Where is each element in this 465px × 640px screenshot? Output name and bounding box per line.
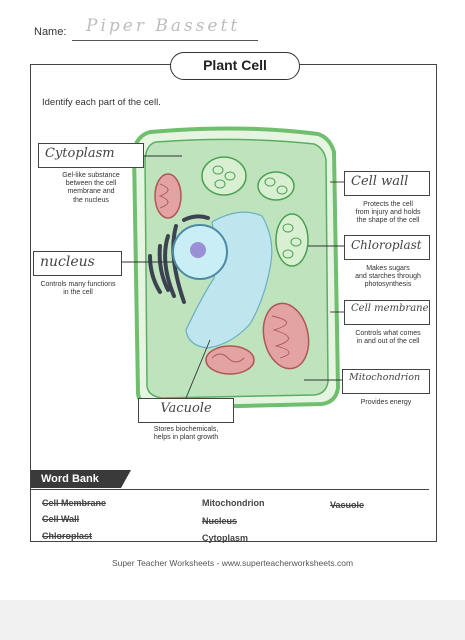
desc-cytoplasm <box>38 172 144 205</box>
desc-line: Provides energy <box>360 399 412 406</box>
desc-line: Controls what comes <box>355 330 421 337</box>
footer: Super Teacher Worksheets - www.superteacherworksheets.com <box>111 558 354 568</box>
desc-line: Stores biochemicals, <box>153 426 219 433</box>
word-bank-title: Word Bank <box>31 470 121 488</box>
desc-line: in the cell <box>63 289 93 297</box>
answer-mitochondrion[interactable]: Mitochondrion <box>342 369 430 394</box>
word-cell-membrane: Cell Membrane <box>42 498 107 508</box>
worksheet-title: Plant Cell <box>170 52 300 80</box>
answer-vacuole[interactable]: Vacuole <box>138 398 234 423</box>
word-cell-wall: Cell Wall <box>42 514 80 524</box>
answer-chloroplast[interactable]: Chloroplast <box>344 235 430 260</box>
answer-nucleus[interactable]: nucleus <box>33 251 122 276</box>
desc-cell-wall <box>342 201 434 226</box>
answer-cell-membrane[interactable]: Cell membrane <box>344 300 430 325</box>
page-edge <box>0 600 465 640</box>
student-name[interactable]: Piper Bassett <box>86 16 241 36</box>
word-cytoplasm: Cytoplasm <box>202 533 249 543</box>
desc-chloroplast <box>342 265 434 290</box>
desc-line: Protects the cell <box>363 201 413 208</box>
name-label: Name: <box>34 26 67 38</box>
desc-vacuole <box>136 426 236 442</box>
desc-line: photosynthesis <box>364 281 412 289</box>
desc-cell-membrane <box>342 330 434 346</box>
desc-line: the shape of the cell <box>356 217 420 225</box>
desc-mitochondrion <box>342 399 430 407</box>
word-mitochondrion: Mitochondrion <box>202 498 265 508</box>
desc-line: and starches through <box>355 273 421 281</box>
desc-line: from injury and holds <box>355 209 421 217</box>
desc-line: the nucleus <box>73 196 109 204</box>
word-vacuole: Vacuole <box>330 500 365 510</box>
desc-line: membrane and <box>67 188 115 196</box>
word-chloroplast: Chloroplast <box>42 531 93 541</box>
desc-nucleus <box>28 281 128 297</box>
desc-line: between the cell <box>65 180 117 188</box>
desc-line: helps in plant growth <box>153 434 219 442</box>
desc-line: in and out of the cell <box>356 338 420 346</box>
instructions: Identify each part of the cell. <box>42 97 161 108</box>
word-bank-divider <box>31 489 429 490</box>
desc-line: Controls many functions <box>40 281 116 288</box>
nucleolus-shape <box>190 242 206 258</box>
desc-line: Makes sugars <box>366 265 410 272</box>
word-nucleus: Nucleus <box>202 516 238 526</box>
answer-cytoplasm[interactable]: Cytoplasm <box>38 143 144 168</box>
desc-line: Gel-like substance <box>62 172 120 179</box>
answer-cell-wall[interactable]: Cell wall <box>344 171 430 196</box>
